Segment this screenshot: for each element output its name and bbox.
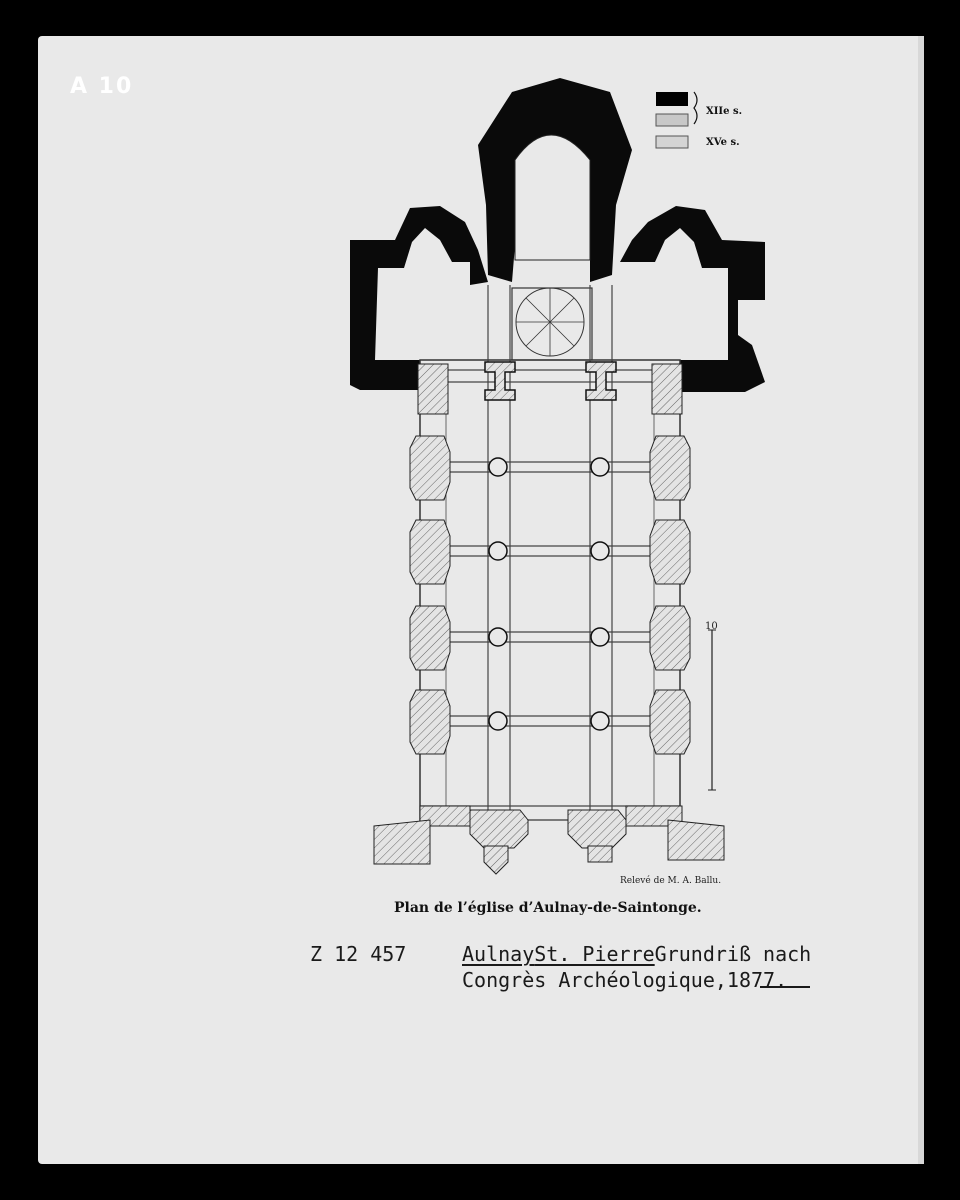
archive-title-rest: Grundriß nach [654,942,812,966]
archive-title-line2 [462,968,787,992]
legend-label-12c: XIIe s. [706,106,743,117]
pier [591,712,609,730]
west-facade-pier [568,810,626,848]
portal-step [484,846,508,874]
pier [489,712,507,730]
scale-label: 10 [705,621,718,632]
buttress [410,606,450,670]
pier [591,458,609,476]
north-transept-wall [350,206,488,390]
portal-step [588,846,612,862]
pier [489,542,507,560]
west-front-buttress [374,820,430,864]
legend-brace [694,92,697,124]
nave-inner [446,370,654,820]
pier [591,542,609,560]
archive-place: Aulnay [462,942,535,966]
central-apse-interior [515,135,590,260]
archive-title-line1 [462,942,811,966]
buttress [652,364,682,414]
corner-label: A 10 [70,74,134,99]
buttress [410,436,450,500]
pier [591,628,609,646]
legend-label-15c: XVe s. [706,137,740,148]
buttress [650,520,690,584]
buttress [650,606,690,670]
south-transept-wall [620,206,765,392]
legend-swatch-12c-light [656,114,688,126]
buttress [650,690,690,754]
legend-swatch-15c [656,136,688,148]
buttress [418,364,448,414]
legend-swatch-12c-dark [656,92,688,106]
buttress [410,690,450,754]
archive-number: Z 12 457 [310,942,407,966]
west-front-buttress [668,820,724,860]
archive-source: Congrès Archéologique, [462,968,727,992]
plan-caption: Plan de l’église d’Aulnay-de-Saintonge. [394,900,702,916]
pier [489,458,507,476]
buttress [650,436,690,500]
west-facade-pier [470,810,528,848]
nave-outline [420,360,680,820]
drawing-credit: Relevé de M. A. Ballu. [620,876,722,886]
archive-year: 1877. [726,968,788,992]
pier [489,628,507,646]
buttress [410,520,450,584]
archive-church: St. Pierre [534,942,655,966]
